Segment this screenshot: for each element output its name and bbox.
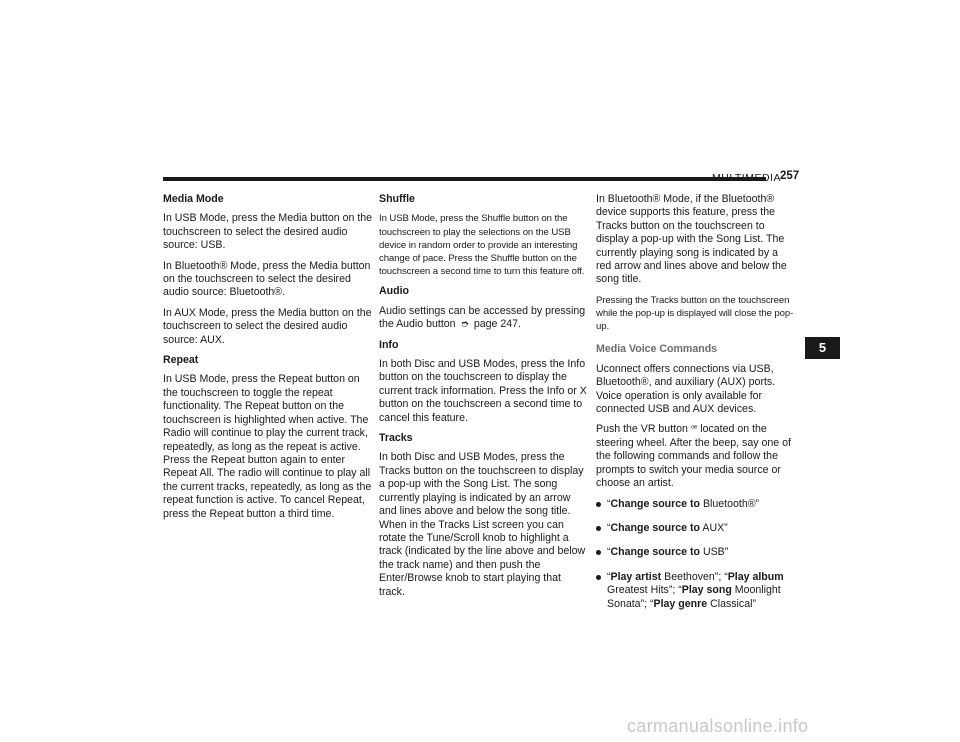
footer-watermark: carmanualsonline.info	[627, 716, 809, 736]
vr-paragraph	[596, 423, 796, 490]
vr-text-pre: Push the VR button	[596, 423, 688, 436]
shuffle-paragraph: In USB Mode, press the Shuffle button on the touchscreen to play the selections on the USB device in random order to provide an interesting change of pace. Press the Shuffle button on the touchscreen a second time to turn this feature off.	[379, 213, 585, 278]
vr-text-post: located on the steering wheel. After the beep, say one of the following commands and follow the prompts to switch your media source or choose an artist.	[596, 423, 791, 490]
media-usb-paragraph: In USB Mode, press the Media button on the touchscreen to select the desired audio source: USB.	[163, 212, 373, 252]
voice-recognition-icon: ꟹ	[690, 424, 698, 436]
list-item: “Play artist Beethoven”; “Play album Greatest Hits”; “Play song Moonlight Sonata”; “Play genre Classical”	[596, 571, 796, 611]
repeat-paragraph: In USB Mode, press the Repeat button on the touchscreen to toggle the repeat functionality. The Repeat button on the touchscreen is highlighted when active. The Radio will continue to play the current track, repeatedly, as long as the repeat is active. Press the Repeat button again to enter Repeat All. The radio will continue to play all the current tracks, repeatedly, as long as the repeat function is active. To cancel Repeat, press the Repeat button a third time.	[163, 373, 372, 520]
list-item: “Change source to Bluetooth®”	[596, 498, 796, 511]
media-aux-paragraph: In AUX Mode, press the Media button on the touchscreen to select the desired audio source: AUX.	[163, 306, 372, 346]
list-item: “Change source to AUX”	[596, 522, 796, 535]
audio-paragraph	[379, 305, 589, 332]
tracks-paragraph: In both Disc and USB Modes, press the Tracks button on the touchscreen to display a pop-up with the Song List. The song currently playing is indicated by an arrow and lines above and below the song title. When in the Tracks List screen you can rotate the Tune/Scroll knob to highlight a track (indicated by the line above and below the track name) and then push the Enter/Browse knob to start playing that track.	[379, 451, 586, 598]
section-title: MULTIMEDIA	[712, 172, 781, 184]
page-number: 257	[780, 170, 800, 182]
audio-heading: Audio	[379, 285, 410, 298]
popup-close-paragraph: Pressing the Tracks button on the touchscreen while the pop-up is displayed will close the pop-up.	[596, 294, 794, 333]
repeat-heading: Repeat	[163, 354, 199, 367]
column-3	[596, 193, 796, 622]
column-1	[163, 193, 373, 528]
info-heading: Info	[379, 338, 399, 351]
column-2	[379, 193, 589, 606]
voice-command-list	[596, 498, 796, 611]
audio-text: Audio settings can be accessed by pressing the Audio button	[379, 304, 586, 331]
list-item: “Change source to USB”	[596, 546, 796, 559]
chapter-tab: 5	[805, 337, 840, 359]
shuffle-heading: Shuffle	[379, 193, 415, 205]
media-mode-heading: Media Mode	[163, 193, 224, 205]
bt-tracks-paragraph: In Bluetooth® Mode, if the Bluetooth® device supports this feature, press the Tracks button on the touchscreen to display a pop-up with the Song List. The currently playing song is indicated by a red arrow and lines above and below the song title.	[596, 193, 787, 286]
tracks-heading: Tracks	[379, 432, 413, 445]
page-ref-arrow-icon: ➮	[460, 319, 469, 331]
media-bt-paragraph: In Bluetooth® Mode, press the Media button on the touchscreen to select the desired audio source: Bluetooth®.	[163, 259, 371, 299]
header-rule	[163, 177, 766, 181]
voice-intro-paragraph: Uconnect offers connections via USB, Bluetooth®, and auxiliary (AUX) ports. Voice operation is only available for connected USB and AUX devices.	[596, 362, 776, 416]
voice-commands-heading: Media Voice Commands	[596, 343, 718, 356]
audio-page-ref[interactable]: page 247.	[473, 318, 522, 331]
info-paragraph: In both Disc and USB Modes, press the Info button on the touchscreen to display the current track information. Press the Info or X button on the touchscreen a second time to cancel this feature.	[379, 358, 587, 424]
